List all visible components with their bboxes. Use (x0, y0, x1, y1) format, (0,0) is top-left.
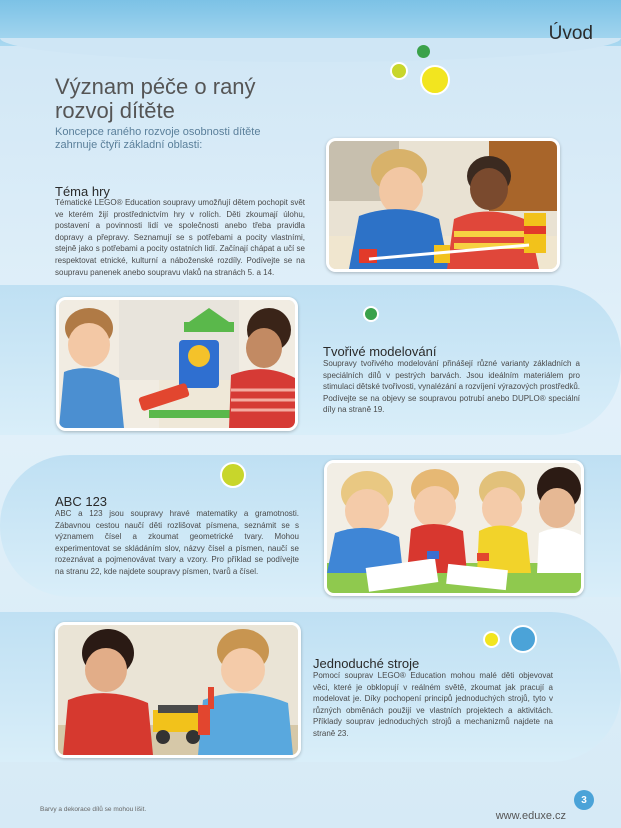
decor-dot-green (417, 45, 430, 58)
photo-simple-machines (55, 622, 301, 758)
photo-role-play (326, 138, 560, 272)
section-title: Úvod (548, 23, 593, 44)
block-text-abc-123: ABC a 123 jsou soupravy hravé matematiky a gramotnosti. Zábavnou cestou naučí děti rozlišovat písmena, seznámit se s významem čísel a zkoumat geometrické tvary. Mohou experimentovat se skládáním slov, názvy čísel a písmen, naučí se rozeznávat a pojmenovávat tvary a vzory. Pro příklad se podívejte na stranu 22, kde najdete soupravy písmen, tvarů a čísel. (55, 509, 299, 576)
decor-dot-yellow (420, 65, 450, 95)
photo-abc-123 (324, 460, 584, 596)
decor-dot-yellow-2 (483, 631, 500, 648)
decor-dot-green-2 (363, 306, 379, 322)
photo-creative-building (56, 297, 298, 431)
decor-dot-lime (390, 62, 408, 80)
footer-url[interactable]: www.eduxe.cz (495, 810, 566, 822)
block-title-abc-123: ABC 123 (55, 494, 108, 509)
block-title-tvorive-modelovani: Tvořivé modelování (323, 344, 437, 359)
block-text-tema-hry: Tématické LEGO® Education soupravy umožňují dětem pochopit svět ve kterém žijí prostřednictvím hry v rolích. Děti zkoumají úlohu, postavení a povinnosti lidí ve společnosti anebo třeba pravidla dopravy a přepravy. Seznamují se s potřebami a pocity vlastními, stejně jako s potřebami a pocity ostatních lidí. Začínají chápat a učí se respektovat etnické, kulturní a náboženské rozdíly. Podívejte se na soupravu panenek anebo soupravu vlaků na stranách 5. a 14. (55, 198, 305, 277)
block-title-jednoduche-stroje: Jednoduché stroje (313, 656, 420, 671)
footer-note: Barvy a dekorace dílů se mohou lišit. (40, 806, 147, 813)
page-number: 3 (574, 790, 594, 810)
decor-dot-lime-2 (220, 462, 246, 488)
block-text-jednoduche-stroje: Pomocí souprav LEGO® Education mohou malé děti objevovat věci, které je obklopují v reálném světě, zkoumat jak pracují a modelovat je. Díky pochopení principů jednoduchých strojů, tyto v různých obměnách použijí ve vlastních projektech a aktivitách. Příklady souprav jednoduchých strojů a mechanizmů najdete na straně 23. (313, 671, 553, 738)
block-text-tvorive-modelovani: Soupravy tvořivého modelování přinášejí různé varianty základních a speciálních dílů v pestrých barvách. Jsou ideálním materiálem pro stimulaci dětské tvořivosti, vynalézání a rozvíjení výrazových prostředků. Podívejte se na objevy se soupravou potrubí anebo DUPLO® speciální díly na straně 19. (323, 359, 580, 415)
block-title-tema-hry: Téma hry (55, 184, 110, 199)
intro-text: Koncepce raného rozvoje osobnosti dítěte zahrnuje čtyři základní oblasti: (55, 126, 261, 151)
decor-dot-blue (509, 625, 537, 653)
page-title: Význam péče o raný rozvoj dítěte (55, 74, 256, 123)
